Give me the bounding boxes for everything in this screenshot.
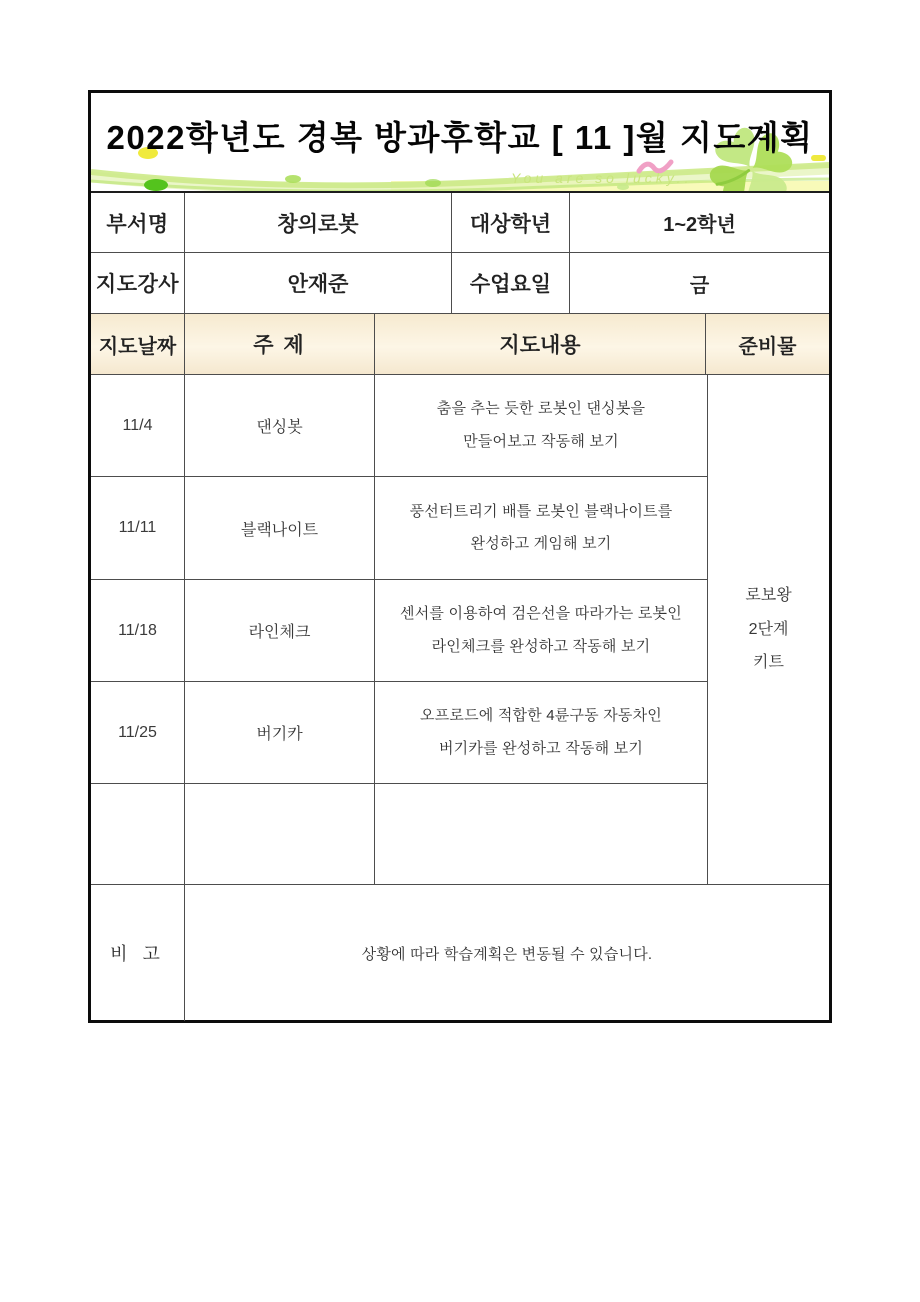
info-row-department [91,193,829,253]
header-materials: 준비물 [738,335,797,358]
content-line: 라인체크를 완성하고 작동해 보기 [431,637,651,655]
content-line: 버기카를 완성하고 작동해 보기 [438,739,644,757]
header-topic: 주 제 [185,314,375,374]
materials-line: 2단계 [748,620,789,638]
info-row-instructor [91,253,829,314]
table-row [91,682,707,784]
topic-cell: 블랙나이트 [185,477,375,579]
content-cell [375,682,707,783]
content-cell [375,375,707,476]
lucky-text: You are so lucky.. [511,170,693,186]
content-line: 완성하고 게임해 보기 [470,535,612,552]
materials-line: 로보왕 [745,587,792,605]
remarks-label: 비 고 [91,885,185,1021]
page-title: 2022학년도 경복 방과후학교 [ 11 ]월 지도계획 [106,118,814,156]
target-grade-label: 대상학년 [452,193,570,252]
content-cell [375,580,707,681]
plan-table [88,90,832,1023]
date-cell: 11/11 [91,477,185,579]
content-line: 오프로드에 적합한 4륜구동 자동차인 [420,707,662,725]
table-row-empty [91,784,707,884]
table-row [91,375,707,477]
date-cell: 11/25 [91,682,185,783]
schedule-body [91,375,829,885]
topic-cell: 버기카 [185,682,375,783]
date-cell: 11/18 [91,580,185,681]
class-day-label: 수업요일 [452,253,570,313]
table-row [91,477,707,580]
topic-cell: 라인체크 [185,580,375,681]
content-cell [375,477,707,579]
date-cell [91,784,185,884]
topic-cell [185,784,375,884]
content-line: 춤을 추는 듯한 로봇인 댄싱봇을 [436,400,646,418]
header-date: 지도날짜 [91,314,185,374]
topic-cell: 댄싱봇 [185,375,375,476]
instructor-label: 지도강사 [91,253,185,313]
instructor-value: 안재준 [185,253,452,313]
date-cell: 11/4 [91,375,185,476]
header-content: 지도내용 [375,314,706,374]
content-cell [375,784,707,884]
target-grade-value: 1~2학년 [663,214,736,236]
class-day-value: 금 [689,274,710,297]
remarks-text: 상황에 따라 학습계획은 변동될 수 있습니다. [361,945,653,963]
dept-value: 창의로봇 [185,193,452,252]
materials-merged-cell [707,375,829,884]
table-row [91,580,707,682]
materials-line: 키트 [753,654,784,672]
title-banner [91,93,829,193]
remarks-row [91,885,829,1021]
content-line: 센서를 이용하여 검은선을 따라가는 로봇인 [400,605,682,623]
dept-label: 부서명 [91,193,185,252]
content-line: 만들어보고 작동해 보기 [463,432,619,450]
content-line: 풍선터트리기 배틀 로봇인 블랙나이트를 [409,502,673,520]
schedule-header-row [91,314,829,375]
